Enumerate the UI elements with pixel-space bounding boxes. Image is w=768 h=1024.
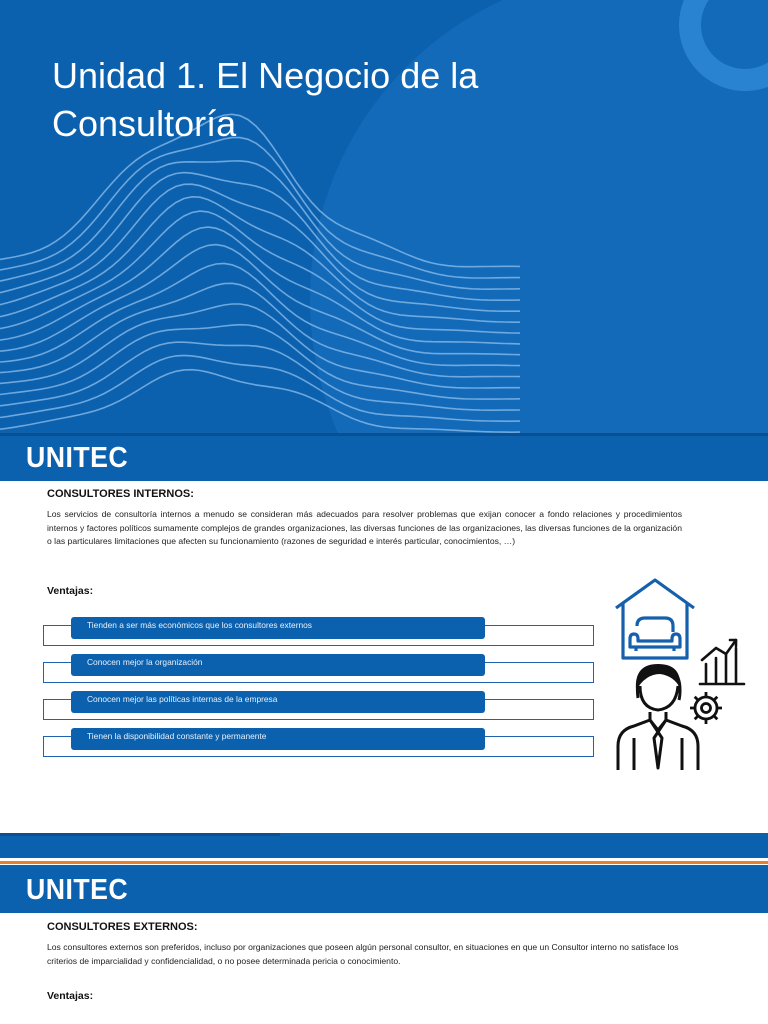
advantage-label: Conocen mejor las políticas internas de la empresa [71,691,485,713]
slide-separator-accent [0,833,280,836]
advantage-label: Tienden a ser más económicos que los consultores externos [71,617,485,639]
section-paragraph-internal: Los servicios de consultoría internos a menudo se consideran más adecuados para resolver problemas que exijan conocer a fondo relaciones y procedimientos internos y factores políticos sumamente complejos de grandes organizaciones, las diversas funciones de las organizaciones, las diversas funciones de la organización o las particulares limitaciones que afecten su funcionamiento (razones de seguridad e interés particular, conocimientos, …) [47,509,682,546]
section-header-bar [0,433,768,481]
slide-separator-orange-line [0,861,768,864]
section-header-bar [0,865,768,913]
advantage-label: Conocen mejor la organización [71,654,485,676]
advantage-item [43,654,594,676]
advantage-item [43,617,594,639]
title-slide [0,0,768,433]
unitec-logo: UNITEC [26,442,129,474]
advantage-item [43,728,594,750]
ventajas-label: Ventajas: [47,585,94,597]
advantage-item [43,691,594,713]
unitec-logo: UNITEC [26,874,129,906]
section-paragraph-external: Los consultores externos son preferidos, incluso por organizaciones que poseen algún personal consultor, en situaciones en que un Consultor interno no satisface los criterios de imparcialidad y confidencialidad, o no posee determinada pericia o conocimiento. [47,942,679,966]
section-heading-internal: CONSULTORES INTERNOS: [47,488,194,500]
consultant-with-house-chart-gear-icon [612,578,752,774]
section-heading-external: CONSULTORES EXTERNOS: [47,921,198,933]
ventajas-label-external: Ventajas: [47,990,94,1002]
slide-separator-bar [0,833,768,858]
page-title: Unidad 1. El Negocio de la Consultoría [52,55,479,144]
advantage-label: Tienen la disponibilidad constante y permanente [71,728,485,750]
